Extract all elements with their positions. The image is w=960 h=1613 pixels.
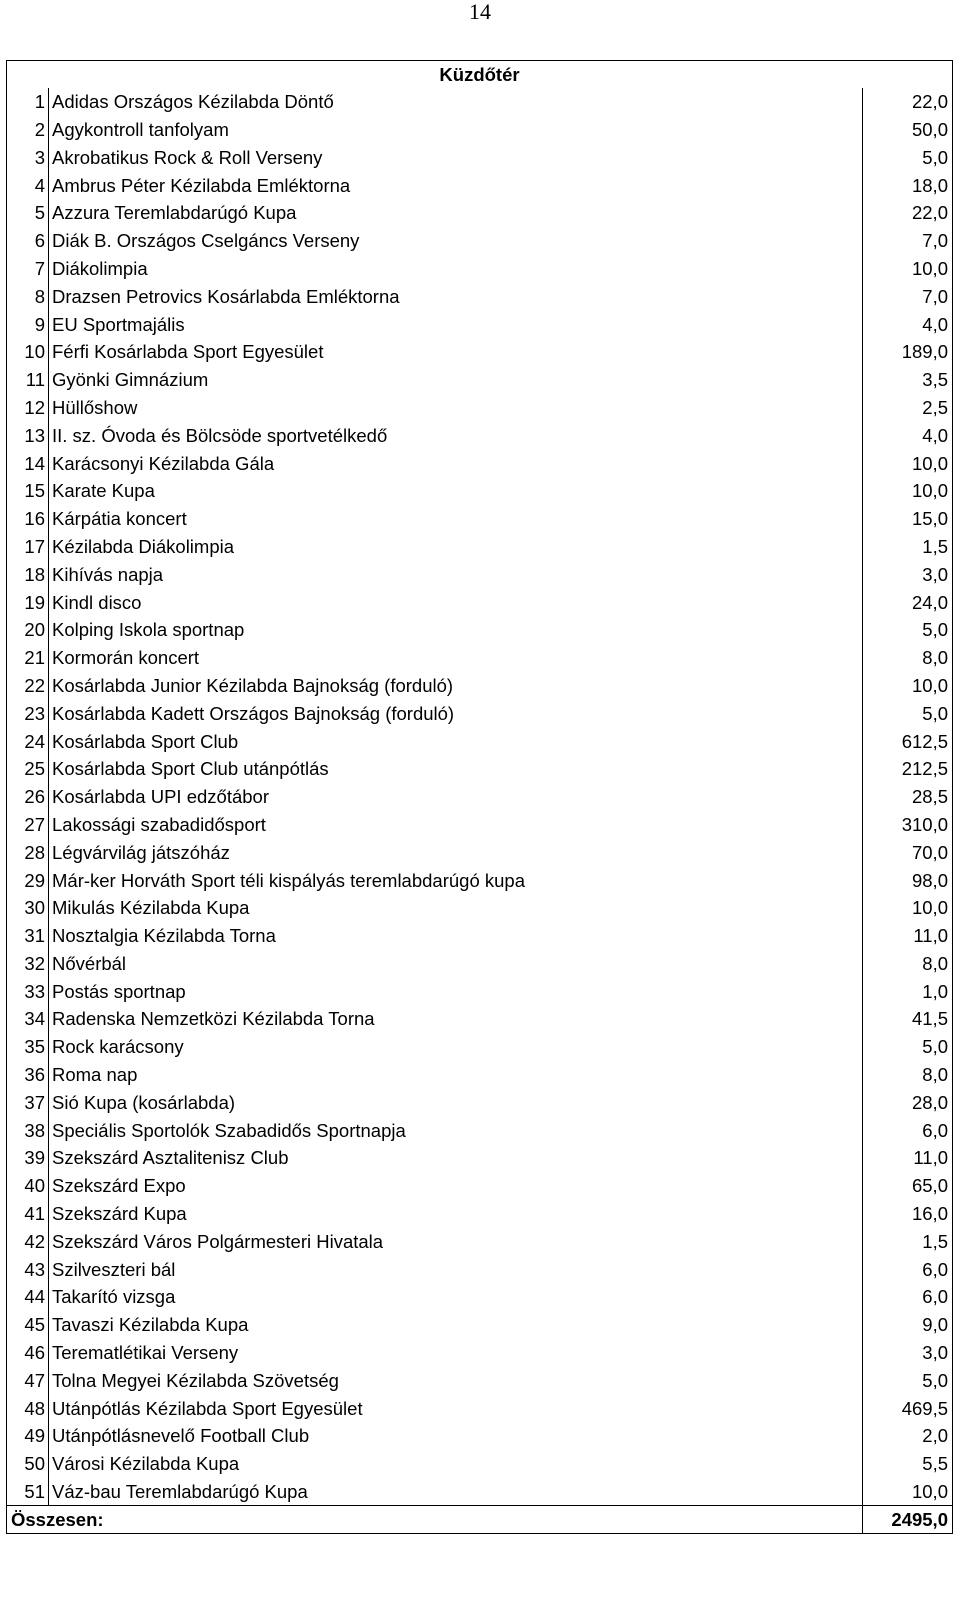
row-value: 6,0 bbox=[863, 1284, 953, 1312]
table-row bbox=[7, 338, 953, 366]
row-name: Mikulás Kézilabda Kupa bbox=[49, 894, 863, 922]
row-value: 5,0 bbox=[863, 1033, 953, 1061]
row-value: 5,0 bbox=[863, 616, 953, 644]
row-number: 29 bbox=[7, 867, 49, 895]
row-value: 10,0 bbox=[863, 450, 953, 478]
row-name: Váz-bau Teremlabdarúgó Kupa bbox=[49, 1478, 863, 1506]
row-number: 2 bbox=[7, 116, 49, 144]
table-row bbox=[7, 755, 953, 783]
row-number: 25 bbox=[7, 755, 49, 783]
row-number: 34 bbox=[7, 1006, 49, 1034]
row-name: Postás sportnap bbox=[49, 978, 863, 1006]
table-row bbox=[7, 1200, 953, 1228]
row-number: 27 bbox=[7, 811, 49, 839]
table-row bbox=[7, 1033, 953, 1061]
row-value: 41,5 bbox=[863, 1006, 953, 1034]
events-table bbox=[6, 60, 953, 1534]
table-row bbox=[7, 1367, 953, 1395]
row-number: 19 bbox=[7, 589, 49, 617]
table-row bbox=[7, 1061, 953, 1089]
table-row bbox=[7, 978, 953, 1006]
row-number: 9 bbox=[7, 311, 49, 339]
row-name: EU Sportmajális bbox=[49, 311, 863, 339]
table-row bbox=[7, 1006, 953, 1034]
row-name: Sió Kupa (kosárlabda) bbox=[49, 1089, 863, 1117]
table-row bbox=[7, 1228, 953, 1256]
table-row bbox=[7, 311, 953, 339]
row-number: 32 bbox=[7, 950, 49, 978]
row-value: 15,0 bbox=[863, 505, 953, 533]
row-name: Agykontroll tanfolyam bbox=[49, 116, 863, 144]
row-name: Kosárlabda Sport Club utánpótlás bbox=[49, 755, 863, 783]
table-row bbox=[7, 255, 953, 283]
table-row bbox=[7, 783, 953, 811]
table-row bbox=[7, 422, 953, 450]
table-row bbox=[7, 1117, 953, 1145]
row-value: 212,5 bbox=[863, 755, 953, 783]
row-number: 39 bbox=[7, 1145, 49, 1173]
row-name: Azzura Teremlabdarúgó Kupa bbox=[49, 199, 863, 227]
row-name: Kézilabda Diákolimpia bbox=[49, 533, 863, 561]
total-label: Összesen: bbox=[7, 1506, 863, 1534]
row-value: 98,0 bbox=[863, 867, 953, 895]
row-number: 31 bbox=[7, 922, 49, 950]
row-value: 469,5 bbox=[863, 1395, 953, 1423]
row-name: Utánpótlás Kézilabda Sport Egyesület bbox=[49, 1395, 863, 1423]
row-name: Kihívás napja bbox=[49, 561, 863, 589]
table-row bbox=[7, 144, 953, 172]
row-name: Radenska Nemzetközi Kézilabda Torna bbox=[49, 1006, 863, 1034]
table-row bbox=[7, 1450, 953, 1478]
row-name: Szekszárd Város Polgármesteri Hivatala bbox=[49, 1228, 863, 1256]
table-row bbox=[7, 1284, 953, 1312]
table-row bbox=[7, 477, 953, 505]
row-name: Tolna Megyei Kézilabda Szövetség bbox=[49, 1367, 863, 1395]
row-number: 4 bbox=[7, 172, 49, 200]
table-row bbox=[7, 533, 953, 561]
row-value: 5,5 bbox=[863, 1450, 953, 1478]
row-number: 38 bbox=[7, 1117, 49, 1145]
row-number: 37 bbox=[7, 1089, 49, 1117]
table-row bbox=[7, 88, 953, 116]
table-row bbox=[7, 283, 953, 311]
row-value: 18,0 bbox=[863, 172, 953, 200]
row-value: 8,0 bbox=[863, 950, 953, 978]
row-value: 28,5 bbox=[863, 783, 953, 811]
row-value: 1,0 bbox=[863, 978, 953, 1006]
row-name: Speciális Sportolók Szabadidős Sportnapja bbox=[49, 1117, 863, 1145]
table-header-row bbox=[7, 61, 953, 89]
table-row bbox=[7, 1172, 953, 1200]
row-value: 612,5 bbox=[863, 728, 953, 756]
row-value: 10,0 bbox=[863, 672, 953, 700]
row-name: Diákolimpia bbox=[49, 255, 863, 283]
row-value: 5,0 bbox=[863, 700, 953, 728]
table-row bbox=[7, 366, 953, 394]
table-row bbox=[7, 1256, 953, 1284]
row-number: 16 bbox=[7, 505, 49, 533]
row-number: 23 bbox=[7, 700, 49, 728]
row-number: 7 bbox=[7, 255, 49, 283]
row-value: 24,0 bbox=[863, 589, 953, 617]
row-name: Nosztalgia Kézilabda Torna bbox=[49, 922, 863, 950]
events-table-body bbox=[7, 61, 953, 1506]
row-number: 45 bbox=[7, 1311, 49, 1339]
table-row bbox=[7, 116, 953, 144]
row-number: 48 bbox=[7, 1395, 49, 1423]
table-row bbox=[7, 227, 953, 255]
row-number: 1 bbox=[7, 88, 49, 116]
row-number: 30 bbox=[7, 894, 49, 922]
row-number: 17 bbox=[7, 533, 49, 561]
row-value: 7,0 bbox=[863, 283, 953, 311]
row-value: 1,5 bbox=[863, 1228, 953, 1256]
table-row bbox=[7, 1423, 953, 1451]
row-value: 10,0 bbox=[863, 255, 953, 283]
row-name: Roma nap bbox=[49, 1061, 863, 1089]
row-number: 51 bbox=[7, 1478, 49, 1506]
row-value: 6,0 bbox=[863, 1256, 953, 1284]
row-name: Lakossági szabadidősport bbox=[49, 811, 863, 839]
row-name: Gyönki Gimnázium bbox=[49, 366, 863, 394]
row-number: 18 bbox=[7, 561, 49, 589]
table-row bbox=[7, 589, 953, 617]
row-name: Terematlétikai Verseny bbox=[49, 1339, 863, 1367]
table-title: Küzdőtér bbox=[7, 61, 953, 89]
row-value: 3,0 bbox=[863, 1339, 953, 1367]
table-row bbox=[7, 1478, 953, 1506]
row-name: Férfi Kosárlabda Sport Egyesület bbox=[49, 338, 863, 366]
row-number: 5 bbox=[7, 199, 49, 227]
row-value: 22,0 bbox=[863, 88, 953, 116]
row-value: 8,0 bbox=[863, 1061, 953, 1089]
row-number: 50 bbox=[7, 1450, 49, 1478]
row-value: 70,0 bbox=[863, 839, 953, 867]
row-number: 33 bbox=[7, 978, 49, 1006]
row-value: 22,0 bbox=[863, 199, 953, 227]
table-row bbox=[7, 450, 953, 478]
row-value: 4,0 bbox=[863, 311, 953, 339]
table-row bbox=[7, 561, 953, 589]
row-number: 41 bbox=[7, 1200, 49, 1228]
table-row bbox=[7, 1089, 953, 1117]
row-name: Karácsonyi Kézilabda Gála bbox=[49, 450, 863, 478]
row-name: Szekszárd Kupa bbox=[49, 1200, 863, 1228]
row-number: 8 bbox=[7, 283, 49, 311]
row-number: 21 bbox=[7, 644, 49, 672]
row-name: Városi Kézilabda Kupa bbox=[49, 1450, 863, 1478]
table-row bbox=[7, 672, 953, 700]
row-number: 44 bbox=[7, 1284, 49, 1312]
row-name: Drazsen Petrovics Kosárlabda Emléktorna bbox=[49, 283, 863, 311]
row-value: 10,0 bbox=[863, 1478, 953, 1506]
table-row bbox=[7, 1339, 953, 1367]
table-row bbox=[7, 811, 953, 839]
row-value: 2,0 bbox=[863, 1423, 953, 1451]
row-value: 3,0 bbox=[863, 561, 953, 589]
row-name: Nővérbál bbox=[49, 950, 863, 978]
row-value: 11,0 bbox=[863, 1145, 953, 1173]
row-number: 10 bbox=[7, 338, 49, 366]
row-number: 3 bbox=[7, 144, 49, 172]
row-value: 4,0 bbox=[863, 422, 953, 450]
table-row bbox=[7, 922, 953, 950]
table-row bbox=[7, 1311, 953, 1339]
row-number: 35 bbox=[7, 1033, 49, 1061]
table-row bbox=[7, 616, 953, 644]
row-number: 20 bbox=[7, 616, 49, 644]
row-number: 12 bbox=[7, 394, 49, 422]
row-name: Szilveszteri bál bbox=[49, 1256, 863, 1284]
row-name: Hüllőshow bbox=[49, 394, 863, 422]
row-name: Ambrus Péter Kézilabda Emléktorna bbox=[49, 172, 863, 200]
row-number: 14 bbox=[7, 450, 49, 478]
page-number: 14 bbox=[469, 0, 491, 24]
table-row bbox=[7, 839, 953, 867]
row-value: 310,0 bbox=[863, 811, 953, 839]
table-row bbox=[7, 700, 953, 728]
row-value: 16,0 bbox=[863, 1200, 953, 1228]
row-value: 5,0 bbox=[863, 144, 953, 172]
row-number: 15 bbox=[7, 477, 49, 505]
total-row bbox=[7, 1506, 953, 1534]
row-value: 7,0 bbox=[863, 227, 953, 255]
row-name: Szekszárd Asztalitenisz Club bbox=[49, 1145, 863, 1173]
row-number: 24 bbox=[7, 728, 49, 756]
row-name: Szekszárd Expo bbox=[49, 1172, 863, 1200]
table-row bbox=[7, 894, 953, 922]
row-number: 46 bbox=[7, 1339, 49, 1367]
row-name: Takarító vizsga bbox=[49, 1284, 863, 1312]
row-value: 3,5 bbox=[863, 366, 953, 394]
total-value: 2495,0 bbox=[863, 1506, 953, 1534]
row-name: Kosárlabda Kadett Országos Bajnokság (forduló) bbox=[49, 700, 863, 728]
row-name: Utánpótlásnevelő Football Club bbox=[49, 1423, 863, 1451]
table-row bbox=[7, 172, 953, 200]
row-number: 11 bbox=[7, 366, 49, 394]
row-name: Kosárlabda Junior Kézilabda Bajnokság (forduló) bbox=[49, 672, 863, 700]
row-number: 26 bbox=[7, 783, 49, 811]
row-value: 10,0 bbox=[863, 894, 953, 922]
row-number: 40 bbox=[7, 1172, 49, 1200]
row-name: Rock karácsony bbox=[49, 1033, 863, 1061]
row-number: 43 bbox=[7, 1256, 49, 1284]
table-row bbox=[7, 950, 953, 978]
row-name: Már-ker Horváth Sport téli kispályás teremlabdarúgó kupa bbox=[49, 867, 863, 895]
table-row bbox=[7, 644, 953, 672]
row-name: Diák B. Országos Cselgáncs Verseny bbox=[49, 227, 863, 255]
row-name: II. sz. Óvoda és Bölcsöde sportvetélkedő bbox=[49, 422, 863, 450]
row-number: 22 bbox=[7, 672, 49, 700]
table-row bbox=[7, 728, 953, 756]
row-number: 36 bbox=[7, 1061, 49, 1089]
row-value: 1,5 bbox=[863, 533, 953, 561]
row-number: 47 bbox=[7, 1367, 49, 1395]
row-name: Kosárlabda UPI edzőtábor bbox=[49, 783, 863, 811]
table-row bbox=[7, 867, 953, 895]
table-row bbox=[7, 394, 953, 422]
table-row bbox=[7, 505, 953, 533]
row-name: Adidas Országos Kézilabda Döntő bbox=[49, 88, 863, 116]
row-name: Kosárlabda Sport Club bbox=[49, 728, 863, 756]
row-value: 8,0 bbox=[863, 644, 953, 672]
row-value: 5,0 bbox=[863, 1367, 953, 1395]
row-value: 10,0 bbox=[863, 477, 953, 505]
row-name: Tavaszi Kézilabda Kupa bbox=[49, 1311, 863, 1339]
row-name: Kolping Iskola sportnap bbox=[49, 616, 863, 644]
row-number: 6 bbox=[7, 227, 49, 255]
row-number: 49 bbox=[7, 1423, 49, 1451]
table-row bbox=[7, 1145, 953, 1173]
row-value: 9,0 bbox=[863, 1311, 953, 1339]
row-number: 13 bbox=[7, 422, 49, 450]
row-value: 6,0 bbox=[863, 1117, 953, 1145]
row-value: 189,0 bbox=[863, 338, 953, 366]
row-number: 42 bbox=[7, 1228, 49, 1256]
row-value: 11,0 bbox=[863, 922, 953, 950]
row-value: 28,0 bbox=[863, 1089, 953, 1117]
row-value: 2,5 bbox=[863, 394, 953, 422]
row-value: 50,0 bbox=[863, 116, 953, 144]
row-name: Kormorán koncert bbox=[49, 644, 863, 672]
table-row bbox=[7, 199, 953, 227]
row-name: Légvárvilág játszóház bbox=[49, 839, 863, 867]
row-name: Kindl disco bbox=[49, 589, 863, 617]
row-name: Karate Kupa bbox=[49, 477, 863, 505]
row-value: 65,0 bbox=[863, 1172, 953, 1200]
row-name: Kárpátia koncert bbox=[49, 505, 863, 533]
row-name: Akrobatikus Rock & Roll Verseny bbox=[49, 144, 863, 172]
row-number: 28 bbox=[7, 839, 49, 867]
table-row bbox=[7, 1395, 953, 1423]
